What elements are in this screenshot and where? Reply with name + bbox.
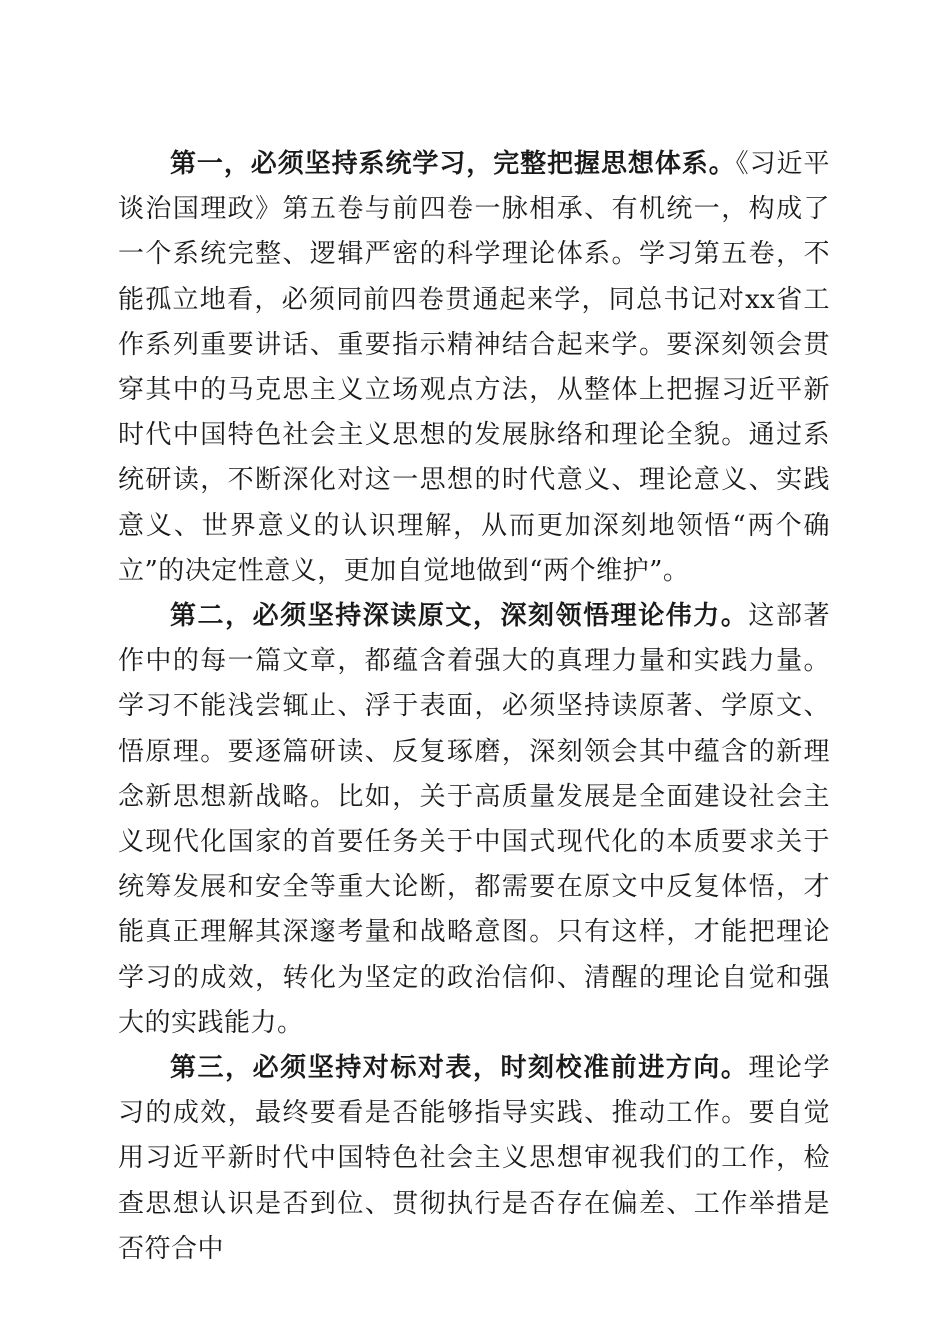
paragraph-2-body: 这部著作中的每一篇文章，都蕴含着强大的真理力量和实践力量。学习不能浅尝辄止、浮于表面，必须坚持读原著、学原文、悟原理。要逐篇研读、反复琢磨，深刻领会其中蕴含的新理念新思想新战略。比如，关于高质量发展是全面建设社会主义现代化国家的首要任务关于中国式现代化的本质要求关于统筹发展和安全等重大论断，都需要在原文中反复体悟，才能真正理解其深邃考量和战略意图。只有这样，才能把理论学习的成效，转化为坚定的政治信仰、清醒的理论自觉和强大的实践能力。 [118,601,830,1038]
paragraph-3-lead: 第三，必须坚持对标对表，时刻校准前进方向。 [170,1053,749,1084]
document-page [118,142,830,1272]
paragraph-1-lead: 第一，必须坚持系统学习，完整把握思想体系。 [170,149,736,179]
paragraph-2-lead: 第二，必须坚持深读原文，深刻领悟理论伟力。 [170,601,749,632]
paragraph-1-body: 《习近平谈治国理政》第五卷与前四卷一脉相承、有机统一，构成了一个系统完整、逻辑严密的科学理论体系。学习第五卷，不能孤立地看，必须同前四卷贯通起来学，同总书记对xx省工作系列重要讲话、重要指示精神结合起来学。要深刻领会贯穿其中的马克思主义立场观点方法，从整体上把握习近平新时代中国特色社会主义思想的发展脉络和理论全貌。通过系统研读，不断深化对这一思想的时代意义、理论意义、实践意义、世界意义的认识理解，从而更加深刻地领悟“两个确立”的决定性意义，更加自觉地做到“两个维护”。 [118,149,830,586]
paragraph-3-body: 理论学习的成效，最终要看是否能够指导实践、推动工作。要自觉用习近平新时代中国特色社会主义思想审视我们的工作，检查思想认识是否到位、贯彻执行是否存在偏差、工作举措是否符合中 [118,1053,830,1264]
paragraph-2 [118,594,830,1046]
paragraph-3 [118,1046,830,1272]
paragraph-1 [118,142,830,594]
